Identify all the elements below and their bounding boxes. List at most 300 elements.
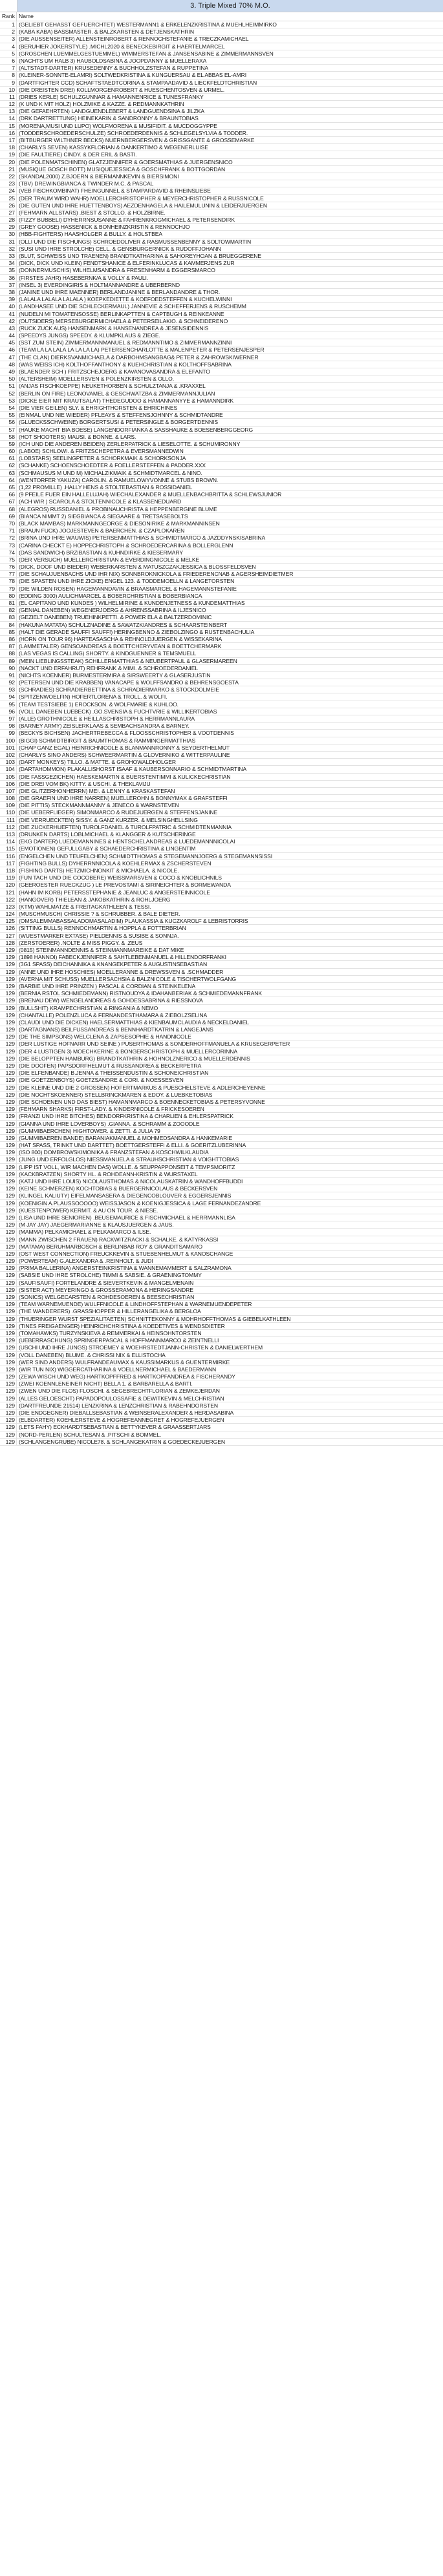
table-row <box>0 1099 443 1106</box>
row-team-name: (GEZIELT DANEBEN) TRUEHINKPETTI. & POWER ELA & BALTZERDOMINIC <box>19 614 212 621</box>
table-row <box>0 788 443 795</box>
row-rank: 62 <box>0 462 17 469</box>
row-team-name: (HAUKE MACHT BIA BOESE) LANGENDORFIANKA & SASSHAUKE & BOESENBERGGEORG <box>19 426 254 433</box>
table-row <box>0 534 443 542</box>
row-rank: 56 <box>0 419 17 425</box>
table-row <box>0 28 443 36</box>
row-rank: 88 <box>0 650 17 657</box>
row-team-name: (M JAY JAY) JAEGERMARIANNE & KLAUSJUERGEN & JAUS. <box>19 1221 174 1229</box>
row-rank: 17 <box>0 137 17 143</box>
row-team-name: (LAMMETALER) GENSOANDREAS & BOETTCHERYVEAN & BOETTCHERMARK <box>19 643 222 650</box>
row-team-name: (DIE KLEINE UND DIE 2 GROSSEN) HOFERTMARKUS & PUESCHELSTEVE & ADLERCHEYENNE <box>19 1084 266 1091</box>
row-team-name: (WUESTMARKER EXTASE) PIELDENNIS & SUSIBE & SONNJA. <box>19 932 179 939</box>
row-rank: 69 <box>0 513 17 520</box>
row-team-name: (JUNG UND ERFOLGLOS) NIESSMANUELA & STRAUHSCHRISTIAN & VOIGHTTOBIAS <box>19 1156 239 1163</box>
table-row <box>0 115 443 122</box>
row-team-name: (FRANZI UND IHRE BITCHES) BENDORFKRISTINA & CHARLIEN & EHLERSPATRICK <box>19 1113 233 1120</box>
row-team-name: (SONICS) WELGECARSTEN & ROHDESOEREN & BEESECHRISTIAN <box>19 1294 195 1300</box>
row-rank: 39 <box>0 296 17 302</box>
row-team-name: (PETERSEN UND DIE KRABBEN) VANACAPE & WOLFFSANDRO & BEHRENSGOESTA <box>19 679 239 686</box>
row-team-name: (DIE FASSGEZICHEN) HAESKEMARTIN & BUERSTENTIMMI & KULICKECHRISTIAN <box>19 773 231 780</box>
row-team-name: (DIE POLENMATSCHINEN) GLATZJENNIFER & GOERSMATHIAS & JUERGENSNICO <box>19 158 233 165</box>
table-row <box>0 1185 443 1192</box>
table-row <box>0 448 443 455</box>
row-rank: 4 <box>0 43 17 50</box>
row-team-name: (0815) STEINMANNDENNIS & STEINMANNMAREIKE & DAT MIKE <box>19 947 184 953</box>
table-row <box>0 36 443 43</box>
row-rank: 57 <box>0 427 17 433</box>
table-row <box>0 693 443 701</box>
table-row <box>0 997 443 1004</box>
row-team-name: (DIE GRAEFIN UND IHRE NARREN) MUELLEROHN & BONNYMAX & GRAFSTEFFI <box>19 795 228 802</box>
table-row <box>0 332 443 339</box>
table-row <box>0 795 443 802</box>
table-row <box>0 1229 443 1236</box>
table-row <box>0 477 443 484</box>
row-team-name: (NUDELN MI TOMATENSOSSE) BERLINKAPTTEN & CAPTBUGH & REINKEANNE <box>19 310 224 317</box>
row-team-name: (DIE GOETZENBOYS) GOETZSANDRE & CORI. & NOESSESVEN <box>19 1077 184 1084</box>
table-row <box>0 954 443 961</box>
table-row <box>0 427 443 434</box>
row-team-name: (CHAP GANZ EGAL) HEINRICHNICOLE & BLANMANNRONNY & SEYDERTHELMUT <box>19 744 230 751</box>
row-rank: 129 <box>0 954 17 960</box>
row-team-name: (BLUT, SCHWEISS UND TRAENEN) BRANDTKATHARINA & SAHOREYHOAN & BRUEGGERENE <box>19 253 261 259</box>
row-team-name: (MORENA,MUSI UND LUPO) WOLFMORENA & MUSIFIDIT. & MUCDOGGYPPE <box>19 122 217 129</box>
row-team-name: (SUSI UND IHRE STROLCHE) CELL. & GENSBURGERNICK & RUDOFFJOHANN <box>19 245 221 252</box>
row-team-name: (DRUNKEN DARTS) LOBLMICHAEL & KLANGGER & KUTSCHERINGE <box>19 831 196 838</box>
row-team-name: (DRIES KERLE) SCHULZGUNNAR & HAMANNENRICE & TUNESFRANKY <box>19 93 204 100</box>
row-team-name: (DIE SCHOENEN UND DAS BIEST) HAMANNMARCO & BOENNECKETOBIAS & PETERSYVONNE <box>19 1098 265 1105</box>
row-rank: 129 <box>0 1192 17 1199</box>
row-team-name: (CHARLYS SINO ANDERS) SCHWEERMARTIN & GLOVERNIKO & WITTERPAULINE <box>19 751 230 758</box>
row-team-name: (TEAM LA LA LALA LA LA LA LA) PETERSENCHARLOTTE & MALENPETER & PETERSENJESPER <box>19 346 265 354</box>
row-team-name: (SITTING BULLS) RENNOCHMARTIN & HOPPLA & FOTTERBRIAN <box>19 925 186 932</box>
table-row <box>0 1417 443 1424</box>
table-row <box>0 1121 443 1128</box>
table-row <box>0 275 443 282</box>
row-rank: 129 <box>0 1344 17 1351</box>
row-rank: 129 <box>0 1388 17 1394</box>
row-rank: 129 <box>0 976 17 982</box>
row-rank: 129 <box>0 1366 17 1373</box>
table-row <box>0 809 443 816</box>
table-row <box>0 130 443 137</box>
row-team-name: (FISHING DARTS) HETZMICHNONKIT & MICHAELA. & NICOLE. <box>19 867 179 874</box>
row-team-name: (KLEINER-SONNTE-ELAMRI) SOLTWEDKRISTINA & KUNGUERSAU & EL ABBAS EL-AMRI <box>19 72 246 79</box>
row-rank: 12 <box>0 101 17 107</box>
title-row <box>0 0 443 12</box>
row-rank: 16 <box>0 130 17 136</box>
table-row <box>0 216 443 224</box>
row-rank: 129 <box>0 1308 17 1314</box>
row-team-name: (DIE ELFENBANDE) B.JENNA & THEISSENDUSTIN & SCHONEICHRISTIAN <box>19 1070 209 1077</box>
row-team-name: (1898 HANNOI) FABECKJENNIFER & SAHTLEBENMANUEL & HILLENDORFRANKI <box>19 954 226 961</box>
row-team-name: (GUMMIBAERCHEN) HIGHTOWER. & ZETTI. & JULIA 79 <box>19 1127 160 1134</box>
row-rank: 129 <box>0 1409 17 1416</box>
row-team-name: (UEBERRASCHUNG) SPRINGERPASCAL & HOFFMANNMARCO & ZEINTNELLI <box>19 1337 219 1344</box>
table-row <box>0 845 443 852</box>
row-rank: 129 <box>0 1359 17 1366</box>
table-row <box>0 246 443 253</box>
row-team-name: (GLUECKSSCHWEINE) BORGERTSUSI & PETERSINGLE & BORGERTDENNIS <box>19 419 218 426</box>
row-team-name: (MAMMA) PELKAMICHAEL & PELKAMARCO & ILSE. <box>19 1229 151 1236</box>
table-row <box>0 1192 443 1199</box>
row-team-name: (BIANCA NIMMT 2) SIEGBIANCA & SIEGAARE & TRETSASEBOLTS <box>19 512 188 520</box>
row-team-name: (OST WEST CONNECTION) FREUCKKEVIN & STUEBENHELMUT & KANOSCHANGE <box>19 1250 233 1257</box>
row-rank: 82 <box>0 607 17 613</box>
row-rank: 33 <box>0 253 17 259</box>
row-rank: 114 <box>0 838 17 845</box>
row-team-name: (GENIAL DANEBEN) WEGENERJOERG & AHRENSSABRINA & ILJESNICO <box>19 607 206 614</box>
row-rank: 79 <box>0 586 17 592</box>
row-rank: 18 <box>0 144 17 151</box>
table-row <box>0 94 443 101</box>
row-rank: 66 <box>0 491 17 498</box>
row-rank: 74 <box>0 549 17 556</box>
row-team-name: (TEAM WARNEMUENDE) WULFFNICOLE & LINDHOFFSTEPHAN & WARNEMUENDEPETER <box>19 1301 252 1308</box>
row-rank: 129 <box>0 1084 17 1091</box>
row-team-name: (ANNE UND IHRE HOSCHIES) MOELLERANNE & DREWSSVEN & .SCHMADDER <box>19 968 224 975</box>
row-team-name: (DART MONKEYS) TILLO. & MATTE. & GROHOWALDHOLGER <box>19 759 177 766</box>
row-team-name: (HAKUNA MATATA) SCHULZNADINE & SAWATZKIANDRES & SCHAARSTEINBERT <box>19 621 228 628</box>
table-row <box>0 65 443 72</box>
row-team-name: (LIPP IST VOLL, WIR MACHEN DAS) WOLLE. & SEUPPAPPONSEIT & TEMPSMORITZ <box>19 1163 235 1170</box>
row-team-name: (DIE VERRUECKTEN) SISSY. & GANZ KURZER. & MELSINGHELLSING <box>19 816 198 823</box>
row-team-name: (DER 4 LUSTIGEN 3) MOECHKERINE & BONGERSCHRISTOPH & MUELLERCORINNA <box>19 1048 238 1055</box>
row-team-name: (NACHTS UM HALB 3) HAUBOLDSABINA & JOOPDANNY & MUELLERAXA <box>19 57 207 64</box>
row-rank: 42 <box>0 318 17 324</box>
row-team-name: (FIGHTING BULLS) DYHERRNNICOLA & KOEHLERMAX & ZSCHERSTEVEN <box>19 860 211 867</box>
table-row <box>0 665 443 672</box>
row-rank: 78 <box>0 578 17 584</box>
row-team-name: (KATJ UND IHRE LOUIS) NICOLAUSTHOMAS & NICOLAUSKATRIN & WANDHOFFBUDDI <box>19 1178 243 1185</box>
row-rank: 129 <box>0 1062 17 1069</box>
row-rank: 47 <box>0 354 17 361</box>
row-rank: 123 <box>0 903 17 910</box>
table-row <box>0 166 443 173</box>
row-rank: 34 <box>0 260 17 266</box>
row-rank: 64 <box>0 477 17 483</box>
row-team-name: (ENGELCHEN UND TEUFELCHEN) SCHMIDTTHOMAS & STEGEMANNJOERG & STEGEMANNSISSI <box>19 852 273 860</box>
table-row <box>0 824 443 831</box>
row-team-name: (LETS FAHY) ECKHARDTSEBASTIAN & BETTYKEVER & GRAASSERTJARS <box>19 1424 211 1431</box>
row-team-name: (ICH UND DIE ANDEREN BEIDEN) ZERLERPATRICK & LIESELOTTE. & SCHUMIRONNY <box>19 440 241 447</box>
row-rank: 105 <box>0 774 17 780</box>
row-rank: 13 <box>0 108 17 114</box>
table-row <box>0 202 443 209</box>
table-row <box>0 911 443 918</box>
row-team-name: (K UND K MIT HOLZ) HOLZMIKE & KAZZE. & REDMANNKATHRIN <box>19 101 184 108</box>
row-rank: 43 <box>0 325 17 332</box>
standings-table-body <box>0 21 443 1446</box>
table-row <box>0 961 443 968</box>
row-rank: 129 <box>0 1424 17 1430</box>
row-rank: 129 <box>0 1280 17 1286</box>
table-row <box>0 969 443 976</box>
row-team-name: (SPEEDYS JUNGS) SPEEDY. & KLUMPKLAUS & ZIEGE. <box>19 332 160 339</box>
row-rank: 129 <box>0 1323 17 1329</box>
table-row <box>0 354 443 361</box>
table-row <box>0 1380 443 1388</box>
row-team-name: (DIE PITTIS) STECKMANNMANNY & JENECO & WARNSTEVEN <box>19 802 179 809</box>
row-team-name: (DIE FAULTIERE) CINDY. & DER ERIL & BASTI. <box>19 151 137 158</box>
row-rank: 113 <box>0 831 17 838</box>
table-row <box>0 600 443 607</box>
row-team-name: (GREY GOOSE) HASSENICK & BONHEINZKRISTIN & RENNOCHJO <box>19 224 190 231</box>
row-rank: 92 <box>0 679 17 686</box>
table-row <box>0 50 443 58</box>
row-team-name: (TINES FREIGAENGER) HEINRICHCHRISTINA & KOEDETIVES & WENDSDIETER <box>19 1322 225 1329</box>
row-rank: 129 <box>0 1019 17 1026</box>
table-row <box>0 1373 443 1380</box>
row-team-name: (RUCK ZUCK AUS) HANSENMARK & HANSENANDREA & JESENSIDENNIS <box>19 324 209 332</box>
row-team-name: (JANINE UND IHRE MAENNER) BERLANDJANINE & BERLANDANDRE & THOR. <box>19 288 221 295</box>
table-row <box>0 1402 443 1409</box>
row-rank: 121 <box>0 889 17 896</box>
row-rank: 129 <box>0 1221 17 1228</box>
row-rank: 129 <box>0 1040 17 1047</box>
row-rank: 10 <box>0 87 17 93</box>
table-row <box>0 123 443 130</box>
table-row <box>0 781 443 788</box>
table-row <box>0 1019 443 1026</box>
row-team-name: (SPITZENWOELFIN) HOFERTLORENA & TROLL. & WOLFI. <box>19 693 167 701</box>
row-team-name: (EINMAL UND NIE WIEDER) PFLEAYS & STEFFENSJOHNNY & SCHMIDTANDRE <box>19 412 223 419</box>
row-team-name: (BECKYS BICHSEN) JACHERTREBECCA & FLOOSSCHRISTOPHER & VOOTDENNIS <box>19 730 234 737</box>
row-rank: 52 <box>0 390 17 397</box>
row-rank: 65 <box>0 484 17 491</box>
row-rank: 129 <box>0 1142 17 1148</box>
table-row <box>0 253 443 260</box>
row-rank: 129 <box>0 1135 17 1141</box>
row-team-name: (KLINGEL KALIUTY) EIFELMANSASERA & DIEGENCOBLOUVER & EGGERSJENNIS <box>19 1192 232 1199</box>
row-rank: 112 <box>0 824 17 830</box>
table-row <box>0 195 443 202</box>
table-row <box>0 1062 443 1070</box>
table-row <box>0 1395 443 1402</box>
table-row <box>0 1012 443 1019</box>
row-rank: 129 <box>0 1380 17 1387</box>
table-row <box>0 1156 443 1163</box>
row-rank: 129 <box>0 1373 17 1380</box>
row-team-name: (ANJAS FISCHKOEPPE) NEUKETHORBEN & SCHULZTANJA & .KRAXXEL <box>19 383 206 390</box>
table-row <box>0 1272 443 1279</box>
row-rank: 70 <box>0 520 17 527</box>
row-team-name: (DIE DOOFEN) PAPSDORFHELMUT & RUSSANDREA & BECKERPETRA <box>19 1062 202 1069</box>
row-rank: 126 <box>0 925 17 931</box>
row-team-name: (HAT SPASS, TRINKT UND DARTTET) BOETTGERSTEFFI & ELLI. & GOERITZLUBERINNA <box>19 1142 246 1149</box>
row-rank: 49 <box>0 368 17 375</box>
table-row <box>0 1337 443 1344</box>
row-rank: 46 <box>0 346 17 353</box>
row-rank: 129 <box>0 1048 17 1055</box>
table-row <box>0 1164 443 1171</box>
table-row <box>0 1221 443 1229</box>
row-rank: 40 <box>0 303 17 310</box>
row-rank: 129 <box>0 1077 17 1083</box>
row-team-name: (LALALA LALALA LALALA ) KOEPKEDIETTE & KOEFOEDSTEFFEN & KUCHELWINNI <box>19 296 232 303</box>
row-rank: 72 <box>0 534 17 541</box>
row-rank: 129 <box>0 1012 17 1019</box>
row-rank: 129 <box>0 983 17 989</box>
table-row <box>0 1207 443 1214</box>
table-row <box>0 159 443 166</box>
row-team-name: (CLAUDI UND DIE DICKEN) HAELSERMATTHIAS & KIENBAUMCLAUDIA & NECKELDANIEL <box>19 1019 250 1026</box>
row-rank: 1 <box>0 21 17 28</box>
table-row <box>0 470 443 477</box>
table-row <box>0 1323 443 1330</box>
row-team-name: (LABOE) SCHLOWI. & FRITZSCHEPETRA & EVERSMANNEDWIN <box>19 448 184 455</box>
row-team-name: (LANDHASEE UND DIE SCHLECKERMAUL) JANNEVIE & SCHEFFERJENS & RUSCHEMM <box>19 303 246 310</box>
table-row <box>0 187 443 195</box>
row-team-name: (SCHLANGENGRUBE) NICOLE78. & SCHLANGEKATRIN & GOEDECKEJUERGEN <box>19 1438 225 1445</box>
row-rank: 107 <box>0 788 17 794</box>
row-rank: 129 <box>0 1265 17 1271</box>
row-team-name: (THE CLAN) DIERKSVANMICHAELA & DARBOHMSANGBAG& PETER & ZAHROWSKIWERNER <box>19 354 259 361</box>
row-team-name: (MUSIQUE GOSCH BOTT) MUSIQUEJESSICA & GOSCHFRANK & BOTTGORDAN <box>19 165 226 173</box>
row-team-name: (HALT DIE GERADE SAUFFI SAUFF!) HERINGBENNO & ZIEBOLZINGO & RUSTENBACHULIA <box>19 628 255 635</box>
table-row <box>0 1178 443 1185</box>
row-rank: 5 <box>0 50 17 57</box>
row-team-name: (KABA KABA) BASSMASTER. & BALZKARSTEN & DETJENSKATHRIN <box>19 28 194 36</box>
rank-column-header: Rank <box>0 12 17 21</box>
row-team-name: (NORD-PERLEN) SCHULTESAN & .PITSCHI & BOMMEL. <box>19 1431 162 1438</box>
row-rank: 20 <box>0 159 17 165</box>
row-rank: 115 <box>0 845 17 852</box>
row-rank: 129 <box>0 1417 17 1423</box>
row-rank: 119 <box>0 874 17 881</box>
row-rank: 129 <box>0 1070 17 1076</box>
row-team-name: (DIE AUSSENSEITER) ALLENSTEINROBERT & RENNOCHSTEFANIE & TRECZKAMICHAEL <box>19 36 249 43</box>
row-rank: 124 <box>0 911 17 917</box>
table-row <box>0 506 443 513</box>
row-team-name: (DIE SPASTEN UND IHRE ZICKE) ENGEL 123. & TODDEMOELLN & LANGETORSTEN <box>19 578 235 585</box>
table-row <box>0 137 443 144</box>
row-team-name: (DER TRAUM WIRD WAHR) MOELLERCHRISTOPHER & MEYERCHRISTOPHER & RUSSNICOLE <box>19 195 264 202</box>
row-rank: 129 <box>0 1026 17 1033</box>
table-row <box>0 1424 443 1431</box>
row-rank: 35 <box>0 267 17 273</box>
table-row <box>0 1243 443 1251</box>
row-rank: 129 <box>0 1171 17 1177</box>
row-team-name: (DE THE SIMPSONS) WELCLENA & ZAPSESOPHIE & HANDNICOLE <box>19 1033 191 1040</box>
table-row <box>0 918 443 925</box>
table-row <box>0 882 443 889</box>
table-row <box>0 144 443 151</box>
row-team-name: (GELIEBT GEHASST GEFUERCHTET) WESTERMANN1 & ERKELENZKRISTINA & MUEHLHEIMMIRKO <box>19 21 277 28</box>
row-team-name: (SABSIE UND IHRE STROLCHE) TIMMI & SABSIE. & GRAENINGTOMMY <box>19 1272 202 1279</box>
row-rank: 73 <box>0 542 17 549</box>
row-team-name: (AVERNA MIT SCHUSS) MUELLERSACHSIA & BALZNICOLE & TISCHERTWOLFGANG <box>19 975 237 982</box>
row-rank: 129 <box>0 1178 17 1185</box>
table-row <box>0 1330 443 1337</box>
row-team-name: (BLAENDER SCH ) FRITZSCHEJOERG & KAVANOVASANDRA & ELEFANTO <box>19 368 210 375</box>
row-rank: 87 <box>0 643 17 649</box>
table-row <box>0 455 443 462</box>
table-row <box>0 513 443 520</box>
table-row <box>0 397 443 405</box>
row-team-name: (DIE ENDGEGNER) DIEBALLSEBASTIAN & WEINSERALEXANDER & HERDASABINA <box>19 1409 234 1416</box>
row-rank: 100 <box>0 737 17 744</box>
table-row <box>0 303 443 310</box>
row-rank: 103 <box>0 759 17 765</box>
table-row <box>0 636 443 643</box>
row-team-name: (MEIN LIEBLINGSSTEAK) SCHILLERMATTHIAS & NEUBERTPAUL & GLASERMAREEN <box>19 657 237 664</box>
row-rank: 41 <box>0 311 17 317</box>
row-rank: 50 <box>0 375 17 382</box>
row-team-name: (TODDERSCHROEDERSCHULZE) SCHROEDERDENNIS & SCHLEGELSYLVIA & TODDER. <box>19 129 248 136</box>
row-team-name: (BRAUN FUCK) JOOJESTEVEN & BAERCHEN. & CZAPLOKAREN <box>19 527 185 534</box>
row-rank: 29 <box>0 224 17 230</box>
row-team-name: (DIE UEBERFLIEGER) SIMONMARCO & RUDEJUERGEN & STEFFENSJANINE <box>19 809 218 816</box>
row-team-name: (DIE ZUCKERHUEFTEN) TUROLFDANIEL & TUROLFPATRIC & SCHMIDTENMANNIA <box>19 823 232 830</box>
table-row <box>0 1301 443 1308</box>
row-team-name: (SCHANKE) SCHOENSCHOEDTER & FOELLERSTEFFEN & PADDER.XXX <box>19 462 206 469</box>
table-row <box>0 679 443 686</box>
sheet-title: 3. Triple Mixed 70% M.O. <box>17 0 443 12</box>
row-rank: 6 <box>0 58 17 64</box>
row-rank: 68 <box>0 506 17 512</box>
row-rank: 58 <box>0 434 17 440</box>
row-team-name: (LOBSTARS) SEELINGPETER & SCHORKMAIK & SCHORKSONJA <box>19 455 186 462</box>
row-team-name: (KUESTENPOWER) KERMIT. & AU ON TOUR. & NIESE. <box>19 1207 158 1214</box>
table-row <box>0 1135 443 1142</box>
row-team-name: (BULLSHIT) KRAMPECHRISTIAN & RINGANIA & NEMO <box>19 1004 158 1011</box>
row-team-name: (TBV) DREWINGBIANCA & TWINDER M.C. & PASCAL <box>19 180 154 187</box>
row-rank: 129 <box>0 1272 17 1278</box>
row-team-name: (VOLL DANEBEN LUEBECK) .GO.SVENSIA & FUCHTVRIE & WILLIKERTOBIAS <box>19 708 217 715</box>
row-rank: 129 <box>0 1294 17 1300</box>
table-row <box>0 462 443 469</box>
row-rank: 91 <box>0 672 17 679</box>
table-row <box>0 108 443 115</box>
row-rank: 116 <box>0 853 17 860</box>
row-team-name: (USCHI UND IHRE JUNGS) STROEMEY & WOEHRSTEDTJANN-CHRISTEN & DANIELWERTHEM <box>19 1344 263 1351</box>
row-rank: 30 <box>0 231 17 237</box>
row-team-name: (HBB-FIGHTERS) HAASHOLGER & BULLY. & HOLSTBEA <box>19 231 163 238</box>
table-row <box>0 79 443 87</box>
row-team-name: (MATAMA) BERUHMARBOSCH & BERLINBAB ROY & GRANDITSAMARO <box>19 1243 202 1250</box>
table-row <box>0 1431 443 1439</box>
row-team-name: (BITBURGER WILTHNER BECKS) NUERNBERGERSVEN & GRISSGANTE & GROSSEMARKE <box>19 137 255 143</box>
table-row <box>0 1005 443 1012</box>
row-team-name: (ALEGROS) RUSSDANIEL & PROBINAUCHRISTA & HEPPENBERGINE BLUME <box>19 505 217 512</box>
table-row <box>0 549 443 556</box>
row-team-name: (DAS SANDWICH) BRZIBASTIAN & KUHNDIRKE & KIESERMARY <box>19 549 184 556</box>
table-row <box>0 311 443 318</box>
table-row <box>0 607 443 614</box>
row-rank: 26 <box>0 202 17 209</box>
table-row <box>0 853 443 860</box>
row-team-name: (DICKE EIER MIT KRAUTSALAT) THEDEGUDOO & HAMANNANYYE & HAMANNDIRK <box>19 397 234 404</box>
table-row <box>0 933 443 940</box>
table-row <box>0 1308 443 1315</box>
table-row <box>0 983 443 990</box>
row-rank: 129 <box>0 1121 17 1127</box>
row-team-name: (DICK, DOOF UND BIEDER) WEBERKARSTEN & MATUSZCZAKJESSICA & BLOSSFELDSVEN <box>19 564 256 571</box>
table-row <box>0 1214 443 1221</box>
table-row <box>0 1040 443 1048</box>
table-row <box>0 267 443 274</box>
row-rank: 108 <box>0 795 17 801</box>
table-row <box>0 831 443 838</box>
row-team-name: (PRIMA BALLERINA) ANGERSTEINKRISTINA & WANNEMAMMERT & SALZRAMONA <box>19 1265 232 1272</box>
row-rank: 23 <box>0 180 17 187</box>
row-rank: 129 <box>0 1149 17 1156</box>
row-team-name: (ALTSTADT-DARTER) KRUSEDENNY & BUCHHOLZSTEFAN & RUPPETINA <box>19 65 209 72</box>
row-team-name: (3G1 SPASS) DEICHANNIKA & KNANGEKPETER & AUGUSTINSEBASTIAN <box>19 961 208 968</box>
row-team-name: (VOLL DANEBEN) BLUME. & CHRISSI NIX & ELLISTOCHA <box>19 1351 166 1358</box>
